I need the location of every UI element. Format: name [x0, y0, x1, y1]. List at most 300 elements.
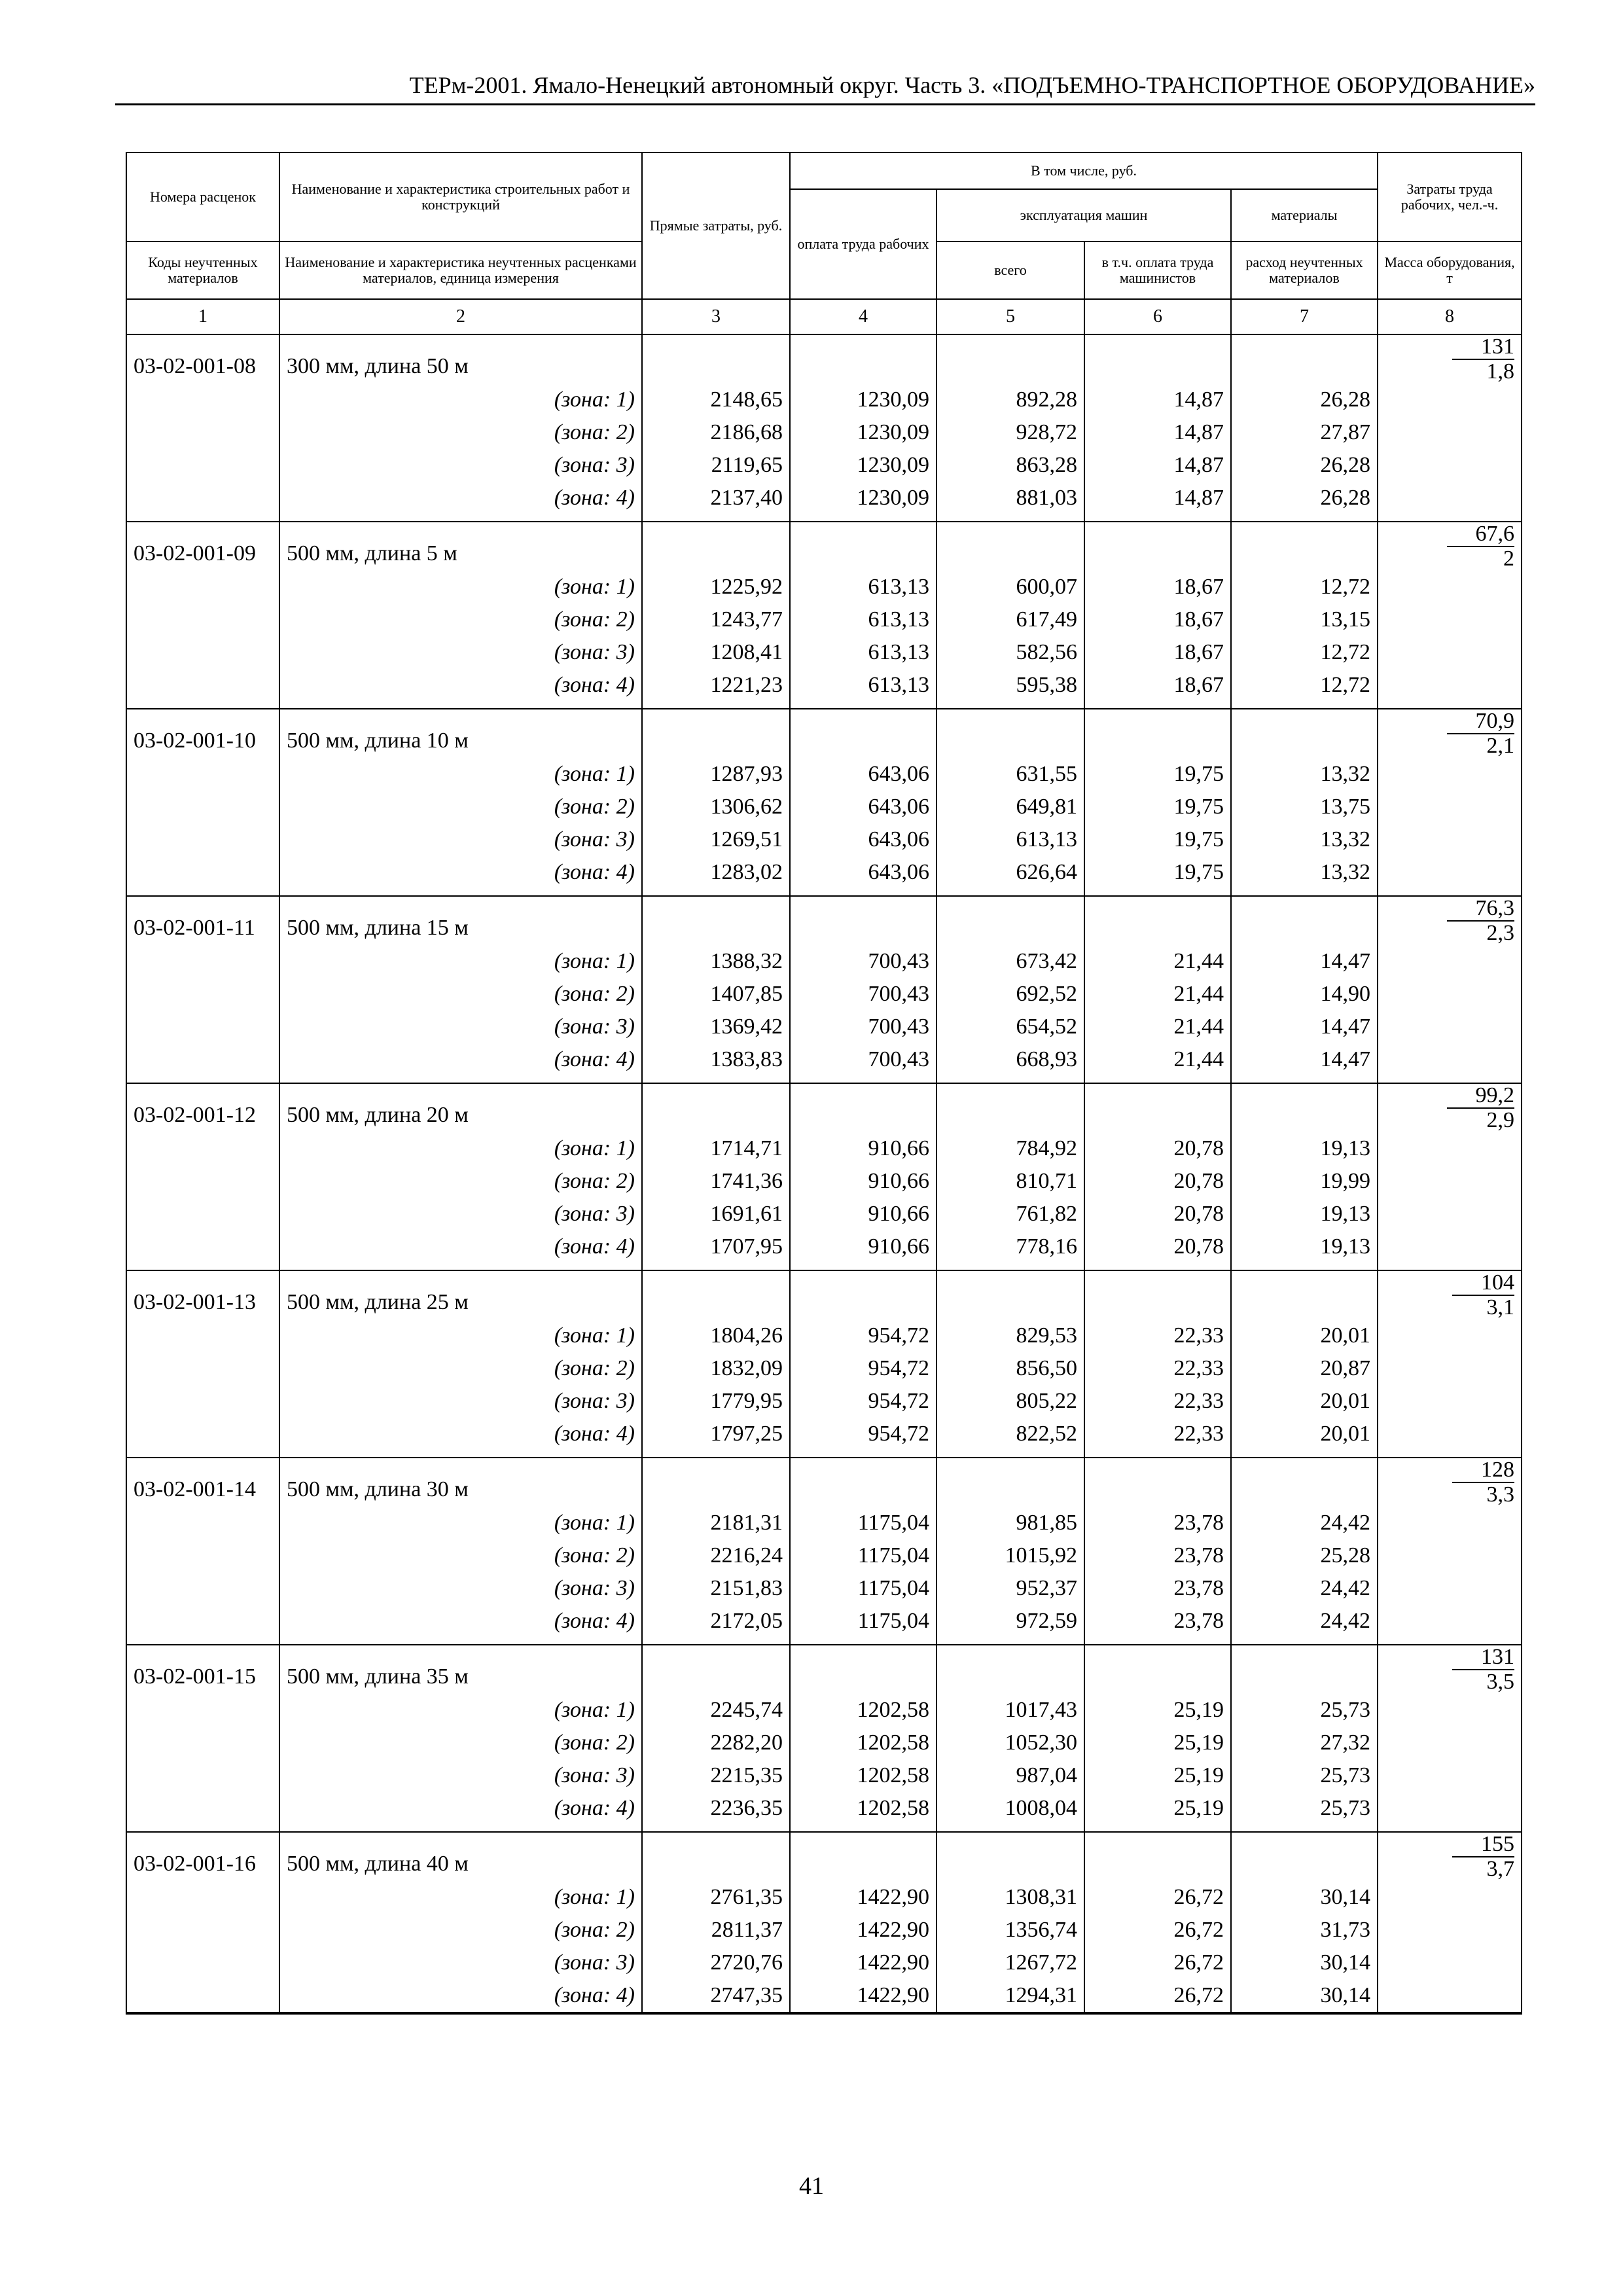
zone-label: (зона: 3)	[279, 1946, 642, 1979]
equipment-mass: 3,1	[1486, 1295, 1515, 1319]
wages: 1230,09	[790, 384, 936, 416]
labor-mass-cell	[1378, 334, 1522, 384]
zone-label: (зона: 4)	[279, 1230, 642, 1263]
empty-cell	[1378, 945, 1522, 978]
operators-wages: 20,78	[1084, 1132, 1231, 1165]
empty-cell	[936, 1270, 1084, 1319]
direct-cost: 1707,95	[642, 1230, 790, 1263]
empty-cell	[642, 1638, 790, 1645]
zone-label: (зона: 4)	[279, 482, 642, 514]
wages: 1202,58	[790, 1759, 936, 1792]
empty-cell	[279, 1076, 642, 1083]
empty-cell	[642, 1076, 790, 1083]
column-number: 6	[1084, 299, 1231, 334]
equipment-mass: 2,9	[1486, 1108, 1515, 1132]
empty-cell	[790, 702, 936, 709]
machines-total: 987,04	[936, 1759, 1084, 1792]
zone-label: (зона: 3)	[279, 1198, 642, 1230]
machines-total: 1052,30	[936, 1727, 1084, 1759]
zone-row	[126, 384, 1522, 416]
empty-cell	[126, 1946, 279, 1979]
empty-cell	[642, 896, 790, 945]
empty-cell	[1378, 1539, 1522, 1572]
machines-total: 952,37	[936, 1572, 1084, 1605]
materials: 14,90	[1231, 978, 1378, 1011]
empty-cell	[1084, 514, 1231, 522]
zone-row	[126, 449, 1522, 482]
operators-wages: 23,78	[1084, 1507, 1231, 1539]
materials: 30,14	[1231, 1881, 1378, 1914]
empty-cell	[126, 1507, 279, 1539]
empty-cell	[1378, 636, 1522, 669]
empty-cell	[126, 571, 279, 603]
empty-cell	[279, 1450, 642, 1458]
operators-wages: 18,67	[1084, 603, 1231, 636]
machines-total: 856,50	[936, 1352, 1084, 1385]
wages: 910,66	[790, 1230, 936, 1263]
zone-row	[126, 1694, 1522, 1727]
labor-cost: 131	[1452, 1645, 1514, 1670]
empty-cell	[1378, 1132, 1522, 1165]
direct-cost: 1369,42	[642, 1011, 790, 1043]
operators-wages: 14,87	[1084, 416, 1231, 449]
materials: 12,72	[1231, 571, 1378, 603]
incl-header: В том числе, руб.	[790, 152, 1378, 189]
empty-cell	[1084, 709, 1231, 758]
empty-cell	[936, 896, 1084, 945]
wages: 613,13	[790, 603, 936, 636]
rate-name: 500 мм, длина 30 м	[279, 1458, 642, 1507]
materials: 27,87	[1231, 416, 1378, 449]
wages: 1422,90	[790, 1914, 936, 1946]
empty-cell	[126, 1792, 279, 1825]
wages: 613,13	[790, 571, 936, 603]
direct-cost: 2245,74	[642, 1694, 790, 1727]
column-number: 8	[1378, 299, 1522, 334]
empty-cell	[1231, 896, 1378, 945]
empty-cell	[1084, 1450, 1231, 1458]
direct-cost: 1741,36	[642, 1165, 790, 1198]
empty-cell	[1231, 702, 1378, 709]
column-number: 2	[279, 299, 642, 334]
materials: 12,72	[1231, 636, 1378, 669]
operators-wages: 22,33	[1084, 1418, 1231, 1450]
empty-cell	[1231, 1450, 1378, 1458]
machines-total: 673,42	[936, 945, 1084, 978]
empty-cell	[1378, 1881, 1522, 1914]
wages: 700,43	[790, 945, 936, 978]
materials: 12,72	[1231, 669, 1378, 702]
rate-code: 03-02-001-16	[126, 1832, 279, 1881]
empty-cell	[126, 1011, 279, 1043]
zone-label: (зона: 4)	[279, 1418, 642, 1450]
machines-total: 1017,43	[936, 1694, 1084, 1727]
operators-wages: 19,75	[1084, 791, 1231, 823]
operators-wages: 23,78	[1084, 1539, 1231, 1572]
materials: 19,13	[1231, 1198, 1378, 1230]
direct-cost: 2151,83	[642, 1572, 790, 1605]
wages: 1202,58	[790, 1792, 936, 1825]
zone-row	[126, 1881, 1522, 1914]
empty-cell	[790, 1645, 936, 1694]
zone-row	[126, 416, 1522, 449]
direct-cost: 1383,83	[642, 1043, 790, 1076]
empty-cell	[642, 1825, 790, 1832]
wages: 1422,90	[790, 1881, 936, 1914]
zone-row	[126, 758, 1522, 791]
wages: 954,72	[790, 1319, 936, 1352]
empty-cell	[936, 1645, 1084, 1694]
empty-cell	[126, 1605, 279, 1638]
rate-code: 03-02-001-10	[126, 709, 279, 758]
zone-label: (зона: 2)	[279, 978, 642, 1011]
empty-cell	[1378, 1385, 1522, 1418]
spacer-row	[126, 889, 1522, 896]
machines-total: 654,52	[936, 1011, 1084, 1043]
materials: 13,32	[1231, 823, 1378, 856]
materials: 25,73	[1231, 1759, 1378, 1792]
machines-total: 692,52	[936, 978, 1084, 1011]
machines-total: 600,07	[936, 571, 1084, 603]
zone-row	[126, 1198, 1522, 1230]
empty-cell	[1378, 1727, 1522, 1759]
operators-wages: 21,44	[1084, 1011, 1231, 1043]
machines-total: 1267,72	[936, 1946, 1084, 1979]
empty-cell	[936, 1450, 1084, 1458]
empty-cell	[790, 522, 936, 571]
operators-wages: 18,67	[1084, 669, 1231, 702]
labor-mass-cell	[1378, 1645, 1522, 1694]
empty-cell	[936, 709, 1084, 758]
rate-code: 03-02-001-13	[126, 1270, 279, 1319]
wages: 954,72	[790, 1385, 936, 1418]
empty-cell	[1378, 482, 1522, 514]
machines-total: 582,56	[936, 636, 1084, 669]
zone-label: (зона: 1)	[279, 1319, 642, 1352]
zone-row	[126, 1605, 1522, 1638]
direct-cost: 1388,32	[642, 945, 790, 978]
empty-cell	[126, 1450, 279, 1458]
direct-cost: 1779,95	[642, 1385, 790, 1418]
zone-label: (зона: 1)	[279, 1132, 642, 1165]
empty-cell	[126, 702, 279, 709]
empty-cell	[936, 1083, 1084, 1132]
materials: 13,15	[1231, 603, 1378, 636]
machines-total: 822,52	[936, 1418, 1084, 1450]
empty-cell	[1378, 1605, 1522, 1638]
machines-total: 892,28	[936, 384, 1084, 416]
empty-cell	[936, 514, 1084, 522]
labor-cost: 99,2	[1447, 1084, 1515, 1109]
zone-label: (зона: 2)	[279, 791, 642, 823]
empty-cell	[1378, 1198, 1522, 1230]
empty-cell	[1084, 1638, 1231, 1645]
wages: 1230,09	[790, 449, 936, 482]
operators-wages: 14,87	[1084, 482, 1231, 514]
materials-header: материалы	[1231, 189, 1378, 242]
empty-cell	[1378, 1759, 1522, 1792]
zone-label: (зона: 4)	[279, 1979, 642, 2013]
materials: 19,13	[1231, 1132, 1378, 1165]
zone-row	[126, 603, 1522, 636]
empty-cell	[126, 1418, 279, 1450]
direct-cost: 2215,35	[642, 1759, 790, 1792]
spacer-row	[126, 1076, 1522, 1083]
column-number: 7	[1231, 299, 1378, 334]
zone-row	[126, 945, 1522, 978]
direct-cost: 1243,77	[642, 603, 790, 636]
rate-title-row	[126, 709, 1522, 758]
zone-row	[126, 1979, 1522, 2013]
empty-cell	[1231, 1083, 1378, 1132]
rate-name: 300 мм, длина 50 м	[279, 334, 642, 384]
empty-cell	[126, 856, 279, 889]
machines-total: 778,16	[936, 1230, 1084, 1263]
empty-cell	[642, 1458, 790, 1507]
machines-total: 649,81	[936, 791, 1084, 823]
machines-total: 928,72	[936, 416, 1084, 449]
wages: 910,66	[790, 1165, 936, 1198]
wages: 1175,04	[790, 1572, 936, 1605]
spacer-row	[126, 1638, 1522, 1645]
rate-name: 500 мм, длина 10 м	[279, 709, 642, 758]
empty-cell	[126, 1914, 279, 1946]
labor-cost: 155	[1452, 1833, 1514, 1857]
machines-total: 617,49	[936, 603, 1084, 636]
equipment-mass: 3,3	[1486, 1482, 1515, 1507]
empty-cell	[642, 1270, 790, 1319]
wages: 643,06	[790, 856, 936, 889]
empty-cell	[126, 1694, 279, 1727]
zone-label: (зона: 3)	[279, 449, 642, 482]
empty-cell	[1378, 1352, 1522, 1385]
empty-cell	[126, 1759, 279, 1792]
empty-cell	[1378, 603, 1522, 636]
wages: 910,66	[790, 1198, 936, 1230]
empty-cell	[1378, 1263, 1522, 1270]
empty-cell	[126, 791, 279, 823]
labor-mass-cell	[1378, 1083, 1522, 1132]
materials: 24,42	[1231, 1605, 1378, 1638]
machines-total: 981,85	[936, 1507, 1084, 1539]
materials: 25,73	[1231, 1792, 1378, 1825]
machines-total: 1308,31	[936, 1881, 1084, 1914]
materials: 14,47	[1231, 945, 1378, 978]
wages: 613,13	[790, 669, 936, 702]
equipment-mass: 3,5	[1486, 1670, 1515, 1694]
zone-row	[126, 1507, 1522, 1539]
materials: 25,73	[1231, 1694, 1378, 1727]
materials: 24,42	[1231, 1572, 1378, 1605]
empty-cell	[790, 1076, 936, 1083]
materials: 14,47	[1231, 1043, 1378, 1076]
labor-over-mass	[1452, 1833, 1514, 1881]
zone-row	[126, 823, 1522, 856]
empty-cell	[936, 1638, 1084, 1645]
zone-row	[126, 1572, 1522, 1605]
empty-cell	[279, 514, 642, 522]
labor-cost: 128	[1452, 1458, 1514, 1483]
wages: 700,43	[790, 1011, 936, 1043]
empty-cell	[126, 1165, 279, 1198]
equipment-mass: 1,8	[1486, 359, 1515, 384]
rate-group	[126, 896, 1522, 1083]
empty-cell	[790, 1270, 936, 1319]
rate-group	[126, 522, 1522, 709]
column-number: 5	[936, 299, 1084, 334]
empty-cell	[126, 514, 279, 522]
wages: 1422,90	[790, 1946, 936, 1979]
empty-cell	[126, 1076, 279, 1083]
rate-group	[126, 1645, 1522, 1832]
empty-cell	[642, 334, 790, 384]
empty-cell	[1378, 1946, 1522, 1979]
table-header	[126, 152, 1522, 334]
empty-cell	[126, 482, 279, 514]
empty-cell	[642, 1832, 790, 1881]
rate-group	[126, 334, 1522, 522]
zone-row	[126, 978, 1522, 1011]
empty-cell	[1378, 1638, 1522, 1645]
operators-wages: 26,72	[1084, 1914, 1231, 1946]
column-number: 3	[642, 299, 790, 334]
spacer-row	[126, 1825, 1522, 1832]
direct-cost: 1804,26	[642, 1319, 790, 1352]
wages: 1422,90	[790, 1979, 936, 2013]
labor-mass-cell	[1378, 896, 1522, 945]
column-number-row	[126, 299, 1522, 334]
operators-wages: 20,78	[1084, 1165, 1231, 1198]
empty-cell	[1378, 791, 1522, 823]
rate-group	[126, 1458, 1522, 1645]
empty-cell	[1378, 1076, 1522, 1083]
labor-mass-cell	[1378, 1270, 1522, 1319]
empty-cell	[126, 1979, 279, 2013]
zone-row	[126, 1385, 1522, 1418]
wages: 1230,09	[790, 482, 936, 514]
labor-mass-cell	[1378, 522, 1522, 571]
empty-cell	[1378, 1230, 1522, 1263]
labor-mass-cell	[1378, 709, 1522, 758]
direct-cost: 1287,93	[642, 758, 790, 791]
operators-wages: 14,87	[1084, 449, 1231, 482]
rate-name: 500 мм, длина 5 м	[279, 522, 642, 571]
rate-name: 500 мм, длина 25 м	[279, 1270, 642, 1319]
empty-cell	[126, 1230, 279, 1263]
direct-cost: 2811,37	[642, 1914, 790, 1946]
zone-label: (зона: 1)	[279, 1694, 642, 1727]
zone-label: (зона: 3)	[279, 823, 642, 856]
machines-total: 829,53	[936, 1319, 1084, 1352]
machines-total: 784,92	[936, 1132, 1084, 1165]
zone-label: (зона: 1)	[279, 945, 642, 978]
rate-title-row	[126, 334, 1522, 384]
equipment-mass: 2	[1503, 547, 1515, 571]
operators-wages: 26,72	[1084, 1881, 1231, 1914]
col8-top-header: Затраты труда рабочих, чел.-ч.	[1378, 152, 1522, 242]
zone-row	[126, 636, 1522, 669]
empty-cell	[642, 1450, 790, 1458]
empty-cell	[936, 1832, 1084, 1881]
empty-cell	[126, 1881, 279, 1914]
labor-mass-cell	[1378, 1832, 1522, 1881]
wages: 613,13	[790, 636, 936, 669]
zone-row	[126, 1792, 1522, 1825]
direct-cost: 1714,71	[642, 1132, 790, 1165]
col1-bottom-header: Коды неучтенных материалов	[126, 242, 279, 299]
direct-cost: 2148,65	[642, 384, 790, 416]
zone-label: (зона: 3)	[279, 1385, 642, 1418]
empty-cell	[1231, 1825, 1378, 1832]
empty-cell	[126, 1132, 279, 1165]
empty-cell	[1378, 823, 1522, 856]
empty-cell	[126, 1043, 279, 1076]
spacer-row	[126, 1263, 1522, 1270]
operators-wages: 25,19	[1084, 1694, 1231, 1727]
materials: 31,73	[1231, 1914, 1378, 1946]
wages: 1230,09	[790, 416, 936, 449]
empty-cell	[1084, 334, 1231, 384]
zone-label: (зона: 2)	[279, 416, 642, 449]
empty-cell	[1378, 1043, 1522, 1076]
empty-cell	[1084, 1263, 1231, 1270]
materials: 19,13	[1231, 1230, 1378, 1263]
direct-cost: 2137,40	[642, 482, 790, 514]
empty-cell	[1378, 1979, 1522, 2013]
direct-cost: 1306,62	[642, 791, 790, 823]
wages: 910,66	[790, 1132, 936, 1165]
zone-label: (зона: 2)	[279, 1165, 642, 1198]
empty-cell	[126, 945, 279, 978]
empty-cell	[126, 1385, 279, 1418]
machines-total: 668,93	[936, 1043, 1084, 1076]
empty-cell	[126, 1825, 279, 1832]
zone-label: (зона: 1)	[279, 571, 642, 603]
col4-header: оплата труда рабочих	[790, 189, 936, 299]
empty-cell	[1378, 1572, 1522, 1605]
labor-over-mass	[1452, 1645, 1514, 1694]
direct-cost: 1283,02	[642, 856, 790, 889]
labor-over-mass	[1447, 522, 1515, 571]
labor-cost: 70,9	[1447, 709, 1515, 734]
empty-cell	[126, 1198, 279, 1230]
direct-cost: 2186,68	[642, 416, 790, 449]
wages: 643,06	[790, 758, 936, 791]
empty-cell	[642, 709, 790, 758]
empty-cell	[1378, 978, 1522, 1011]
empty-cell	[279, 1825, 642, 1832]
equipment-mass: 2,3	[1486, 921, 1515, 945]
rate-title-row	[126, 1458, 1522, 1507]
machines-total: 631,55	[936, 758, 1084, 791]
machines-total: 1015,92	[936, 1539, 1084, 1572]
zone-row	[126, 1165, 1522, 1198]
empty-cell	[1231, 1638, 1378, 1645]
operators-wages: 25,19	[1084, 1792, 1231, 1825]
labor-cost: 67,6	[1447, 522, 1515, 547]
rate-code: 03-02-001-14	[126, 1458, 279, 1507]
operators-wages: 19,75	[1084, 758, 1231, 791]
empty-cell	[126, 1727, 279, 1759]
empty-cell	[936, 1263, 1084, 1270]
zone-label: (зона: 3)	[279, 1759, 642, 1792]
empty-cell	[1084, 896, 1231, 945]
materials: 30,14	[1231, 1979, 1378, 2013]
empty-cell	[279, 1638, 642, 1645]
empty-cell	[790, 1450, 936, 1458]
operators-wages: 21,44	[1084, 978, 1231, 1011]
labor-mass-cell	[1378, 1458, 1522, 1507]
